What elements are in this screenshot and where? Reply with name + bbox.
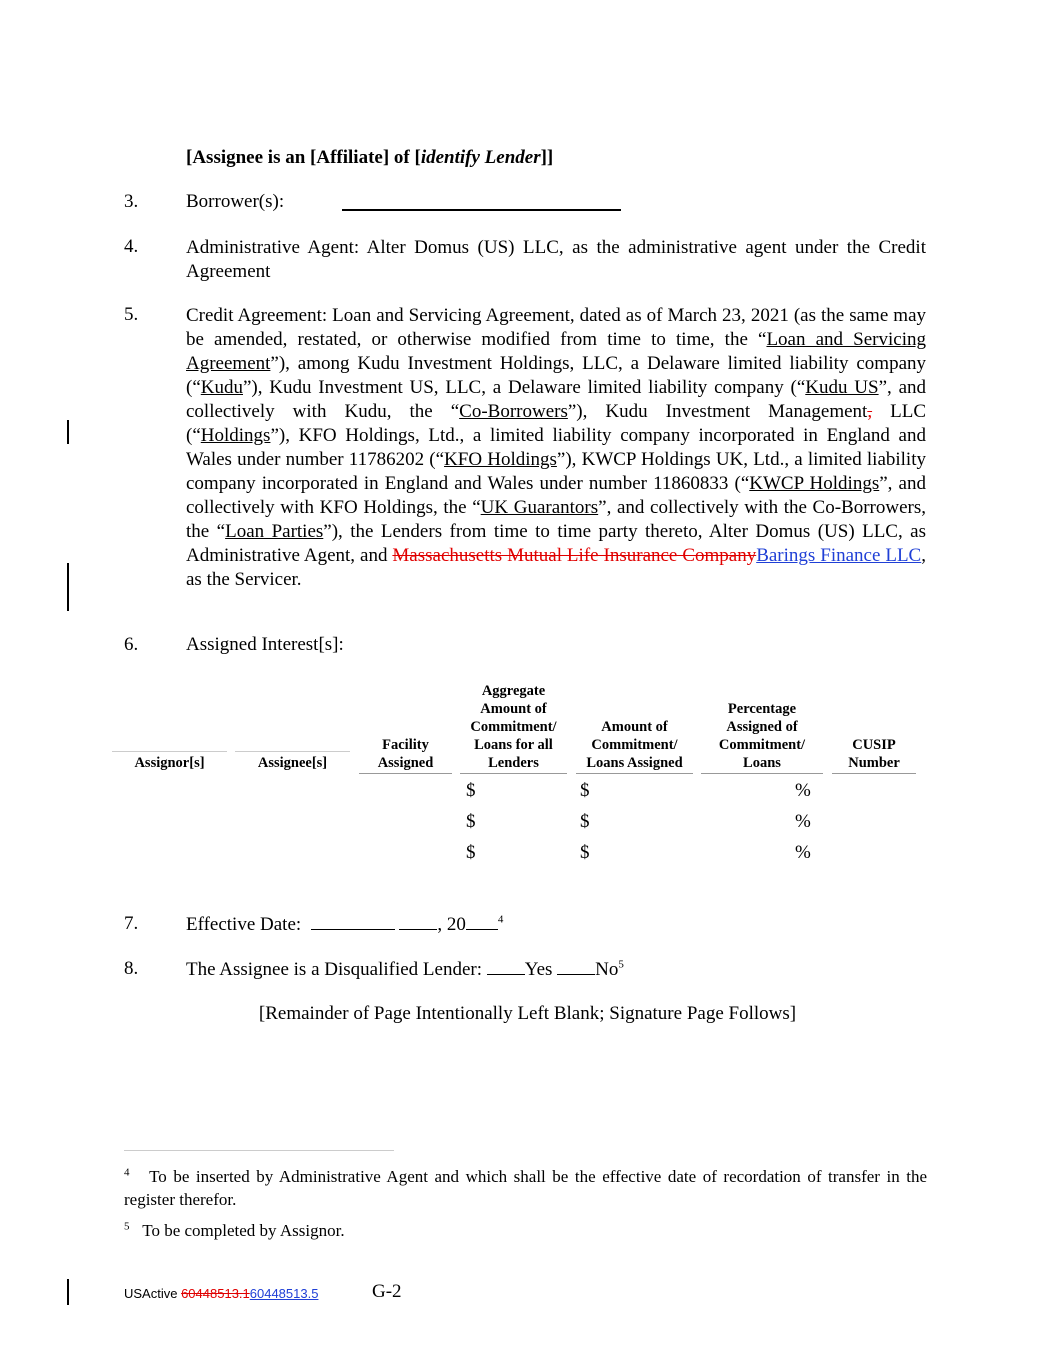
header-rule — [235, 751, 350, 752]
percentage-cell: % — [795, 780, 811, 801]
yes-blank — [487, 958, 525, 975]
footnote-4: $^4$ To be inserted by Administrative Agent and which shall be the effective date of recordation of transfer in the register therefor. — [124, 1166, 928, 1209]
administrative-agent-text: Administrative Agent: Alter Domus (US) LLC, as the administrative agent under the Credit Agreement — [186, 237, 926, 282]
header-rule — [832, 773, 916, 774]
footnote-ref-5: 5 — [618, 958, 624, 971]
header-aggregate-amount: Aggregate Amount of Commitment/ Loans for all Lenders — [470, 683, 557, 771]
footnote-ref-4: 4 — [497, 913, 504, 926]
header-assignee: Assignee[s] — [257, 755, 328, 771]
affiliate-bracket-line: [Assignee is an [Affiliate] of [identify Lender]] — [186, 147, 554, 168]
remainder-note: [Remainder of Page Intentionally Left Blank; Signature Page Follows] — [258, 1003, 797, 1024]
aggregate-cell: $ — [466, 842, 476, 863]
borrower-blank-line — [342, 209, 621, 211]
item-6-number: 6. — [124, 634, 139, 655]
change-bar — [67, 563, 69, 611]
item-4-number: 4. — [124, 236, 139, 257]
header-assignor: Assignor[s] — [134, 755, 205, 771]
header-rule — [112, 751, 227, 752]
amount-cell: $ — [580, 811, 590, 832]
effective-date-day-blank — [399, 913, 437, 930]
deleted-document-id: 60448513.1 — [181, 1286, 250, 1301]
amount-cell: $ — [580, 780, 590, 801]
page-number: G-2 — [372, 1281, 402, 1302]
effective-date-month-blank — [311, 913, 395, 930]
amount-cell: $ — [580, 842, 590, 863]
aggregate-cell: $ — [466, 780, 476, 801]
deleted-servicer-name: Massachusetts Mutual Life Insurance Company — [392, 545, 757, 566]
item-3-number: 3. — [124, 191, 139, 212]
header-rule — [576, 773, 693, 774]
change-bar — [67, 1279, 69, 1305]
header-facility: Facility Assigned — [377, 737, 434, 771]
change-bar — [67, 420, 69, 444]
item-7-number: 7. — [124, 913, 139, 934]
header-rule — [460, 773, 567, 774]
credit-agreement-paragraph: Credit Agreement: Loan and Servicing Agreement, dated as of March 23, 2021 (as the same may be amended, restated, or otherwise modified from time to time, the “Loan and Servicing Agreement”), among Kudu Investment Holdings, LLC, a Delaware limited liability company (“Kudu”), Kudu Investment US, LLC, a Delaware limited liability company (“Kudu US”, and collectively with Kudu, the “Co-Borrowers”), Kudu Investment Management, LLC (“Holdings”), KFO Holdings, Ltd., a limited liability company incorporated in England and Wales under number 11786202 (“KFO Holdings”), KWCP Holdings UK, Ltd., a limited liability company incorporated in England and Wales under number 11860833 (“KWCP Holdings”, and collectively with KFO Holdings, the “UK Guarantors”, and collectively with the Co-Borrowers, the “Loan Parties”), the Lenders from time to time party thereto, Alter Domus (US) LLC, as Administrative Agent, and Massachusetts Mutual Life Insurance CompanyBarings Finance LLC, as the Servicer. — [186, 305, 927, 590]
inserted-servicer-name: Barings Finance LLC — [756, 545, 922, 566]
item-8-number: 8. — [124, 958, 139, 979]
inserted-document-id: 60448513.5 — [249, 1286, 319, 1301]
document-id: USActive 60448513.160448513.5 — [124, 1286, 319, 1301]
assigned-interest-label: Assigned Interest[s]: — [186, 634, 344, 655]
aggregate-cell: $ — [466, 811, 476, 832]
percentage-cell: % — [795, 811, 811, 832]
header-rule — [359, 773, 452, 774]
percentage-cell: % — [795, 842, 811, 863]
header-cusip-number: CUSIP Number — [848, 737, 900, 771]
borrower-label: Borrower(s): — [186, 191, 285, 212]
header-amount-assigned: Amount of Commitment/ Loans Assigned — [586, 719, 683, 771]
header-percentage-assigned: Percentage Assigned of Commitment/ Loans — [718, 701, 806, 771]
no-blank — [557, 958, 595, 975]
header-rule — [701, 773, 823, 774]
deleted-comma: , — [867, 401, 873, 422]
disqualified-lender-line: The Assignee is a Disqualified Lender: Yes No$^5$ — [186, 958, 624, 980]
item-5-number: 5. — [124, 304, 139, 325]
effective-date-line: Effective Date: , 20 $^4$ — [186, 913, 504, 935]
effective-date-year-blank — [466, 913, 498, 930]
footnote-5: $^5$ To be completed by Assignor. — [124, 1220, 345, 1240]
footnote-separator — [124, 1150, 394, 1151]
